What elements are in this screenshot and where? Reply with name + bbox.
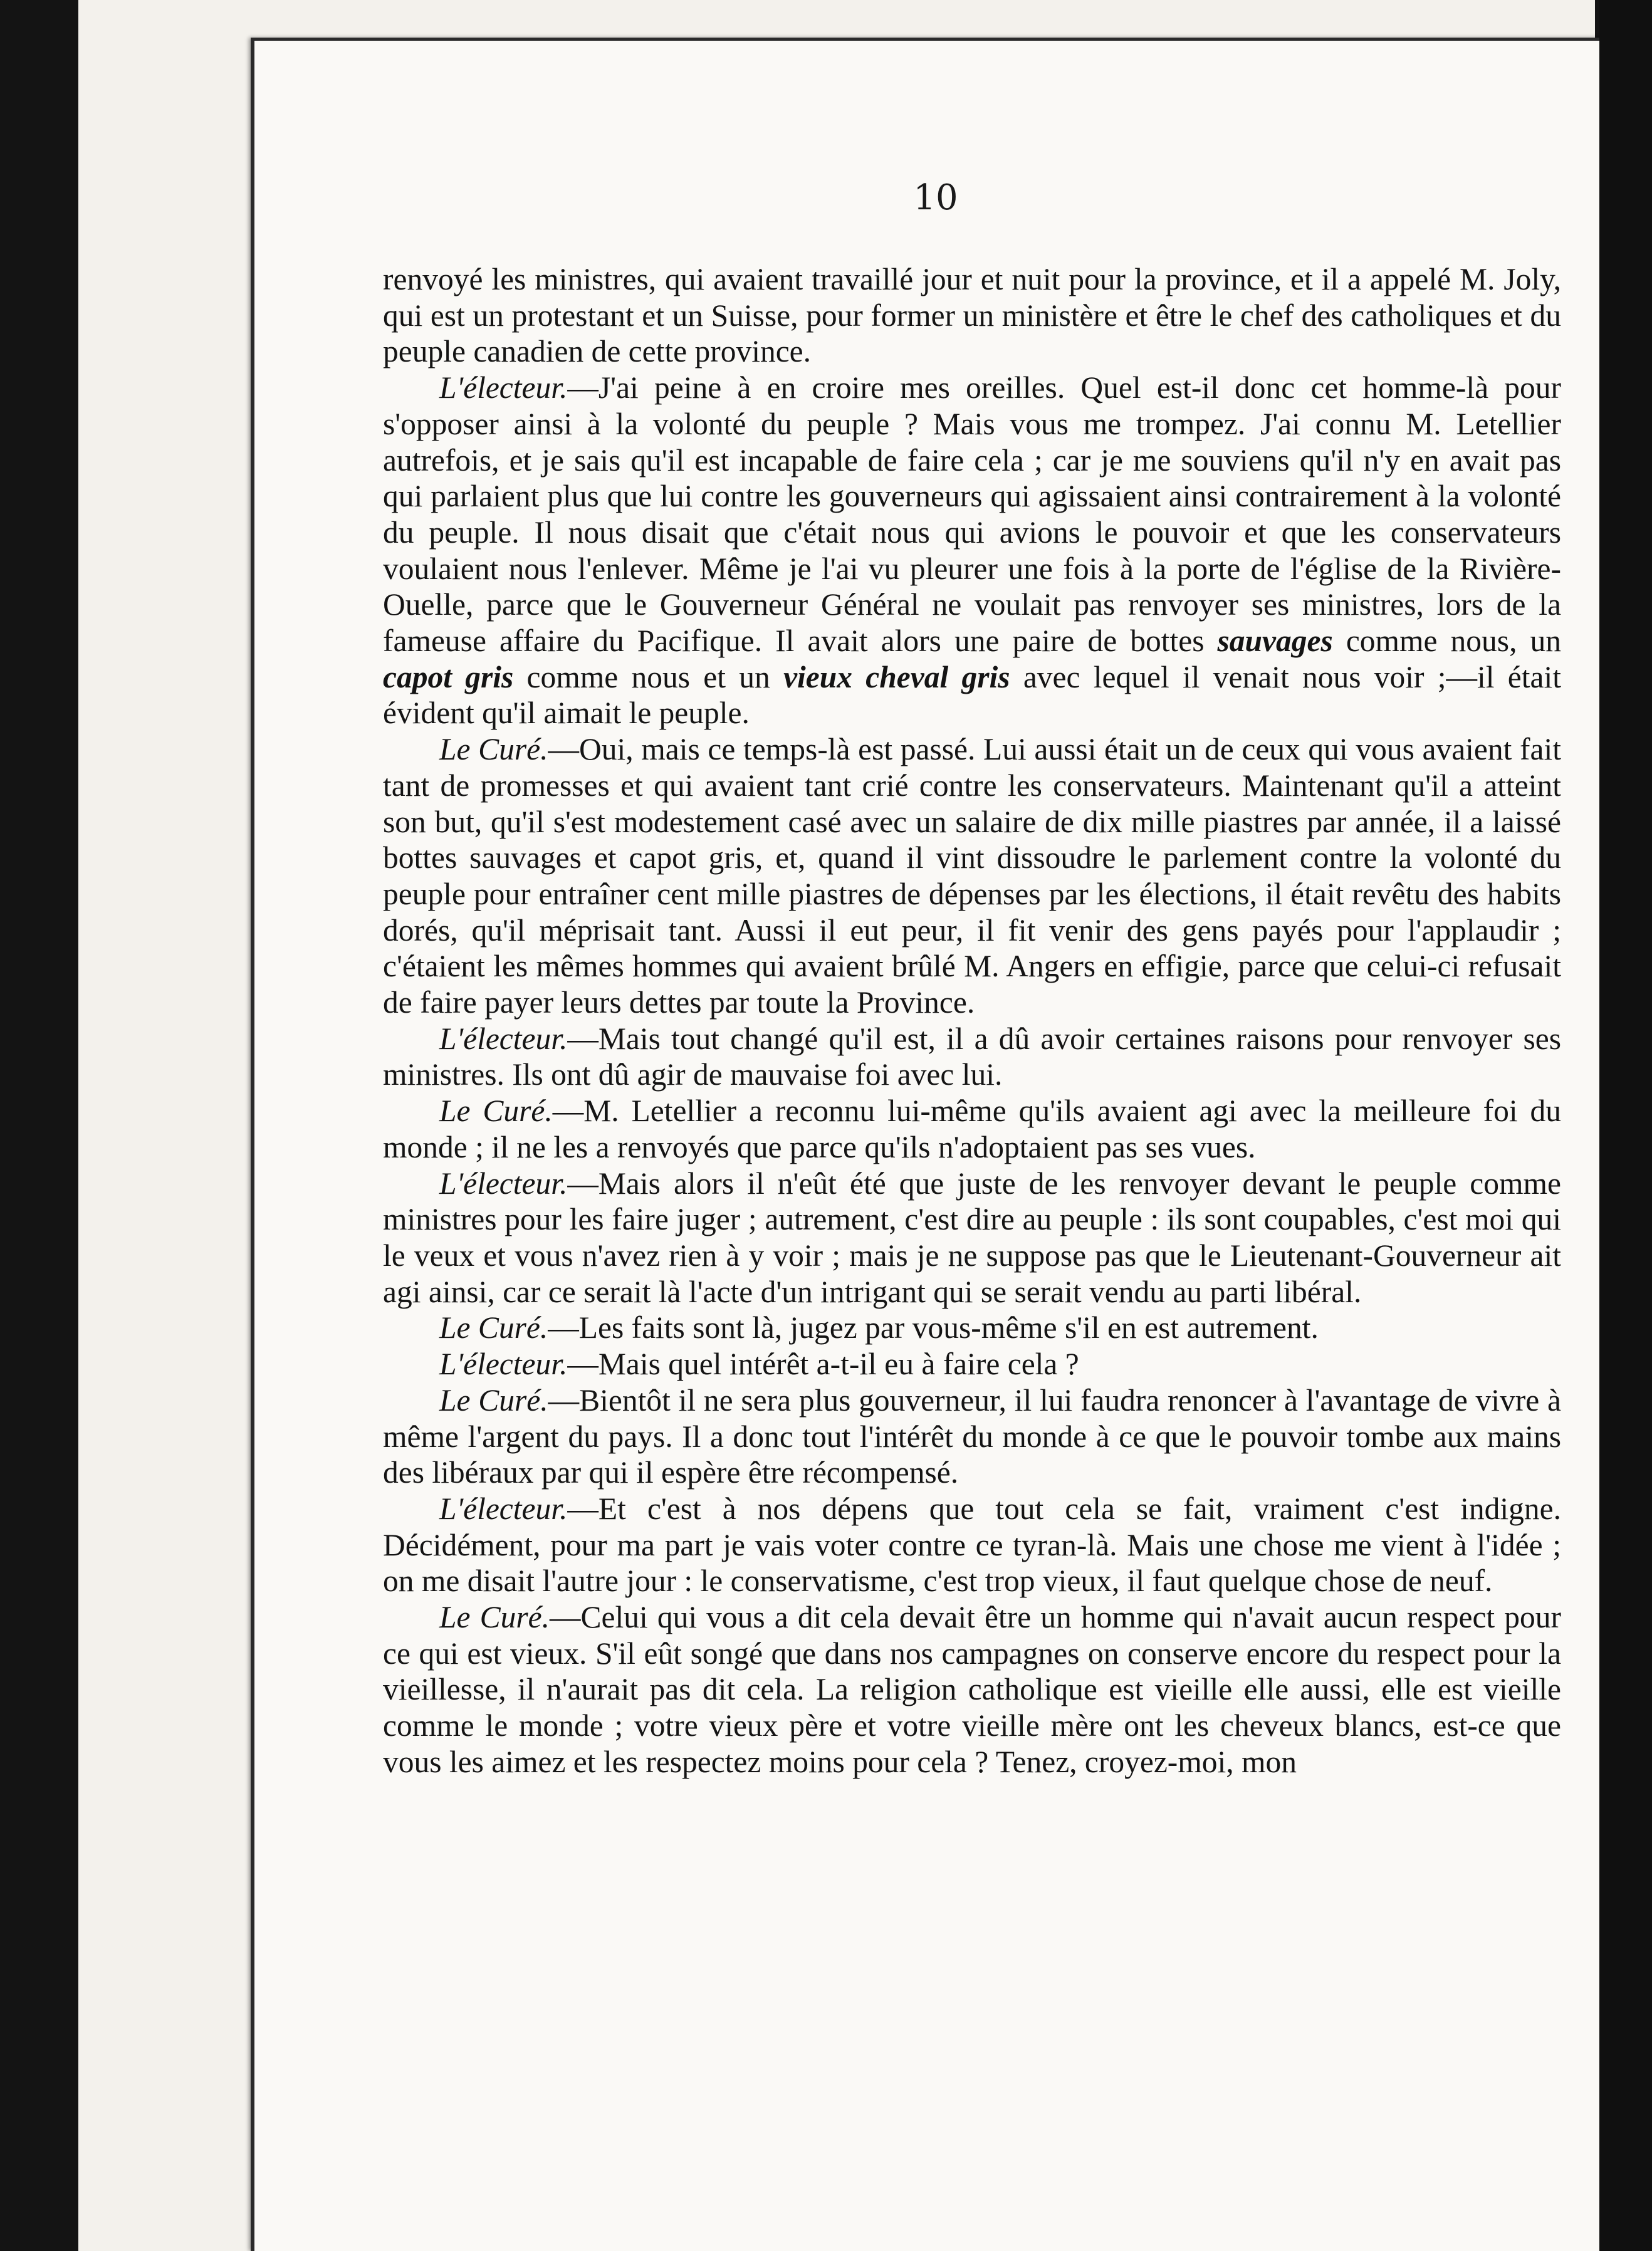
paragraph-text: comme nous, un [1332,624,1562,659]
paragraph-text: —Mais quel intérêt a-t-il eu à faire cela ? [567,1347,1079,1382]
paragraph-text: —J'ai peine à en croire mes oreilles. Quel est-il donc cet homme-là pour s'opposer ainsi à la volonté du peuple ? Mais vous me trompez. J'ai connu M. Letellier autrefois, et je sais qu'il est incapable de faire cela ; car je me souviens qu'il n'y en avait pas qui parlaient plus que lui contre les gouverneurs qui agissaient ainsi contrairement à la volonté du peuple. Il nous disait que c'était nous qui avions le pouvoir et que les conservateurs voulaient nous l'enlever. Même je l'ai vu pleurer une fois à la porte de l'église de la Rivière-Ouelle, parce que le Gouverneur Général ne voulait pas renvoyer ses ministres, lors de la fameuse affaire du Pacifique. Il avait alors une paire de bottes [383,370,1561,659]
paragraph-text: —M. Letellier a reconnu lui-même qu'ils avaient agi avec la meilleure foi du monde ; il ne les a renvoyés que parce qu'ils n'adoptaient pas ses vues. [383,1094,1561,1164]
document-page [251,38,1617,2251]
speaker-label: L'électeur. [439,1021,568,1056]
emphasis-text: vieux cheval gris [783,659,1010,694]
emphasis-text: sauvages [1217,624,1333,659]
paragraph [383,1599,1561,1780]
scan-edge [1599,0,1652,2251]
paragraph [383,1382,1561,1491]
paragraph-text: —Les faits sont là, jugez par vous-même s'il en est autrement. [548,1310,1319,1345]
speaker-label: L'électeur. [439,1491,568,1526]
paragraph-text: —Oui, mais ce temps-là est passé. Lui aussi était un de ceux qui vous avaient fait tant de promesses et qui avaient tant crié contre les conservateurs. Maintenant qu'il a atteint son but, qu'il s'est modestement casé avec un salaire de dix mille piastres par année, il a laissé bottes sauvages et capot gris, et, quand il vint dissoudre le parlement contre la volonté du peuple pour entraîner cent mille piastres de dépenses par les élections, il était revêtu des habits dorés, qu'il méprisait tant. Aussi il eut peur, il fit venir des gens payés pour l'applaudir ; c'étaient les mêmes hommes qui avaient brûlé M. Angers en effigie, parce que celui-ci refusait de faire payer leurs dettes par toute la Province. [383,732,1562,1020]
paragraph-text: renvoyé les ministres, qui avaient travaillé jour et nuit pour la province, et il a appelé M. Joly, qui est un protestant et un Suisse, pour former un ministère et être le chef des catholiques et du peuple canadien de cette province. [383,262,1561,369]
paragraph-text: —Celui qui vous a dit cela devait être un homme qui n'avait aucun respect pour ce qui est vieux. S'il eût songé que dans nos campagnes on conserve encore du respect pour la vieillesse, il n'aurait pas dit cela. La religion catholique est vieille elle aussi, elle est vieille comme le monde ; votre vieux père et votre vieille mère ont les cheveux blancs, est-ce que vous les aimez et les respectez moins pour cela ? Tenez, croyez-moi, mon [383,1600,1562,1779]
speaker-label: Le Curé. [439,1600,550,1635]
page-number: 10 [913,177,958,218]
paragraph [383,370,1561,731]
paragraph-text: —Et c'est à nos dépens que tout cela se fait, vraiment c'est indigne. Décidément, pour ma part je vais voter contre ce tyran-là. Mais une chose me vient à l'idée ; on me disait l'autre jour : le conservatisme, c'est trop vieux, il faut quelque chose de neuf. [383,1491,1561,1599]
paragraph [383,1346,1561,1382]
speaker-label: Le Curé. [439,1310,548,1345]
paragraph-text: comme nous et un [513,659,784,694]
speaker-label: L'électeur. [439,1166,568,1201]
paragraph-text: —Bientôt il ne sera plus gouverneur, il lui faudra renoncer à l'avantage de vivre à même l'argent du pays. Il a donc tout l'intérêt du monde à ce que le pouvoir tombe aux mains des libéraux par qui il espère être récompensé. [383,1382,1562,1490]
paragraph [383,1093,1561,1165]
paragraph-text: —Mais alors il n'eût été que juste de les renvoyer devant le peuple comme ministres pour les faire juger ; autrement, c'est dire au peuple : ils sont coupables, c'est moi qui le veux et vous n'avez rien à y voir ; mais je ne suppose pas que le Lieutenant-Gouverneur ait agi ainsi, car ce serait là l'acte d'un intrigant qui se serait vendu au parti libéral. [383,1166,1561,1309]
emphasis-text: capot gris [383,659,514,694]
body-text [383,261,1561,1780]
paragraph [383,1310,1561,1346]
speaker-label: Le Curé. [439,1382,548,1418]
paragraph [383,1491,1561,1599]
paragraph-text: avec lequel il venait nous voir ;—il était évident qu'il aimait le peuple. [383,659,1561,731]
speaker-label: Le Curé. [439,732,548,767]
paragraph [383,1021,1561,1093]
paragraph [383,1166,1561,1310]
paragraph-text: —Mais tout changé qu'il est, il a dû avoir certaines raisons pour renvoyer ses ministres. Ils ont dû agir de mauvaise foi avec lui. [383,1021,1561,1092]
paragraph [383,261,1561,370]
paragraph [383,731,1561,1021]
speaker-label: Le Curé. [439,1094,553,1129]
speaker-label: L'électeur. [439,370,568,405]
speaker-label: L'électeur. [439,1347,568,1382]
